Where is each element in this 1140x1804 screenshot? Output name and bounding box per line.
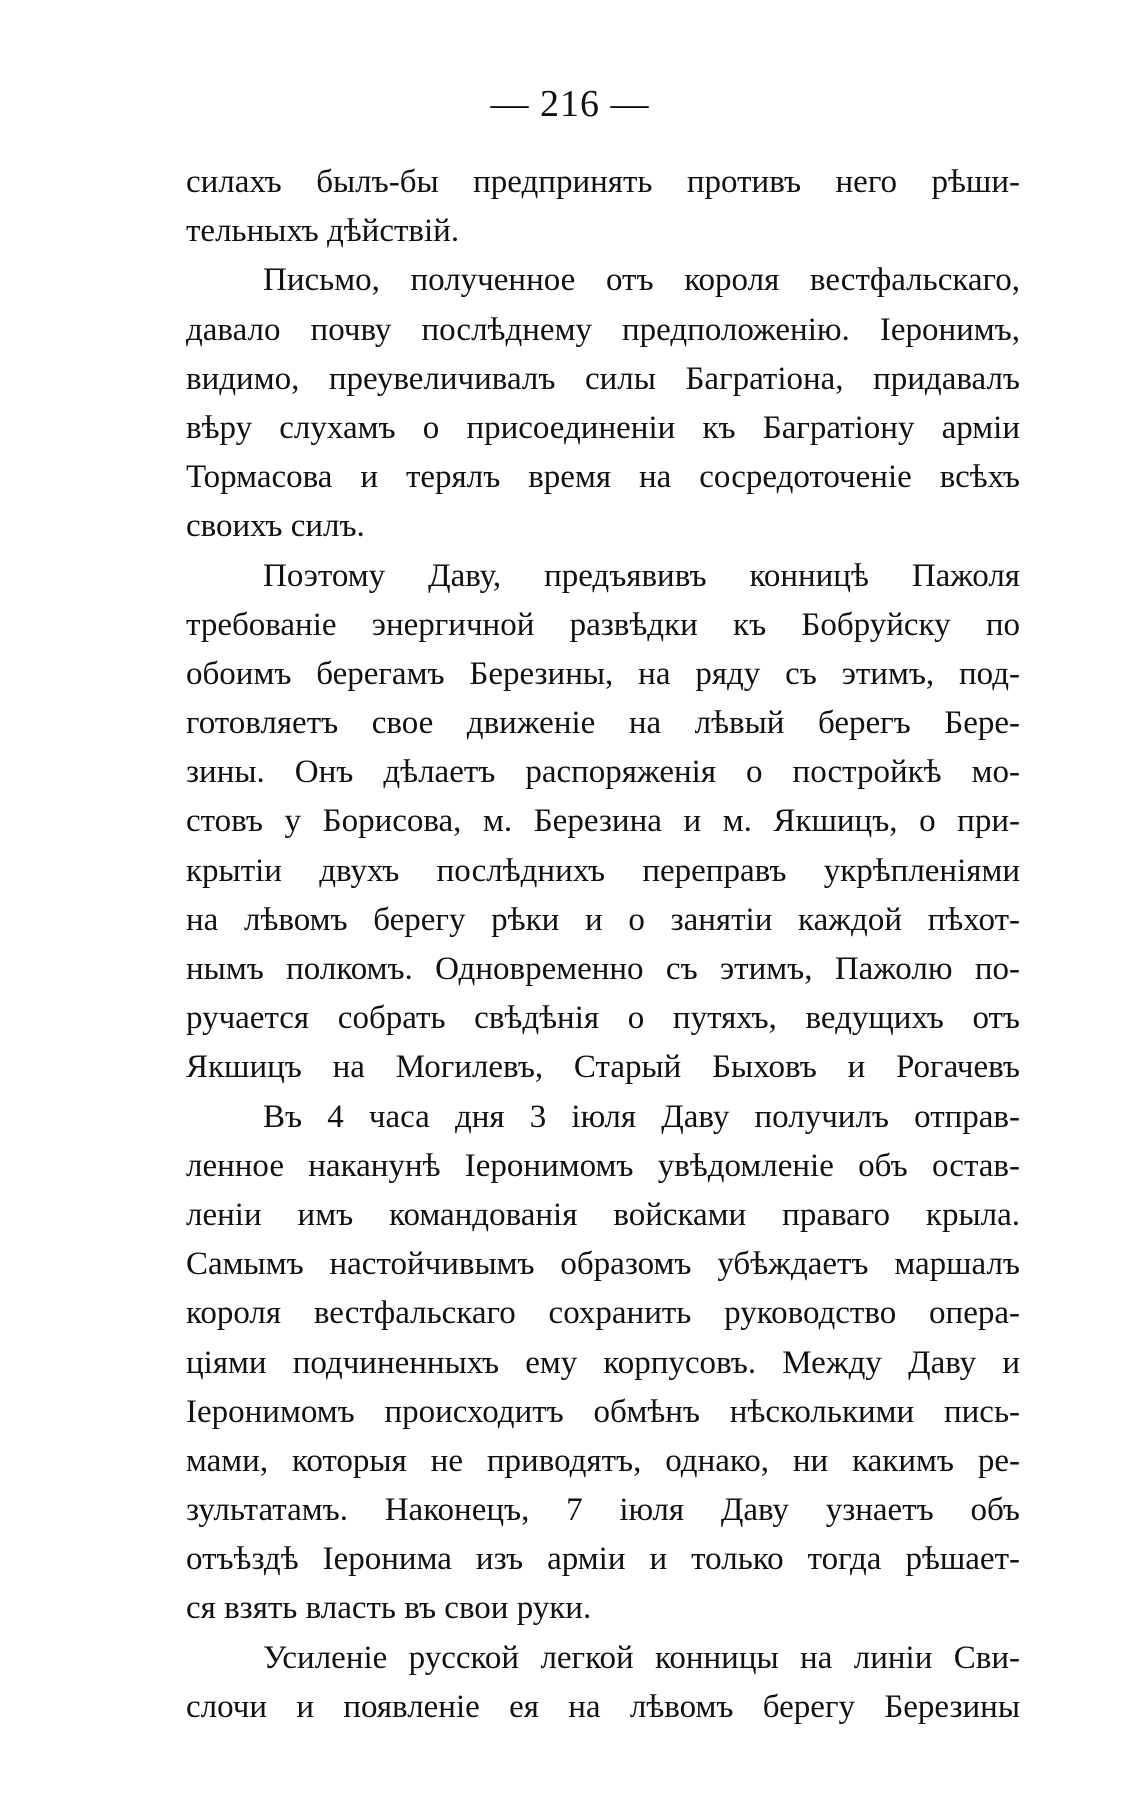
text-line: силахъ былъ-бы предпринять противъ него рѣши- xyxy=(186,164,1020,200)
text-line: короля вестфальскаго сохранить руководство опера- xyxy=(186,1295,1020,1332)
text-line: готовляетъ свое движеніе на лѣвый берегъ Бере- xyxy=(186,705,1020,742)
text-line: требованіе энергичной развѣдки къ Бобруйску по xyxy=(186,606,1020,643)
text-line: на лѣвомъ берегу рѣки и о занятіи каждой пѣхот- xyxy=(186,901,1020,938)
text-line: крытіи двухъ послѣднихъ переправъ укрѣпленіями xyxy=(186,852,1020,889)
text-line: ручается собрать свѣдѣнія о путяхъ, ведущихъ отъ xyxy=(186,1000,1020,1037)
text-line: тельныхъ дѣйствій. xyxy=(186,213,460,250)
text-line: Самымъ настойчивымъ образомъ убѣждаетъ маршалъ xyxy=(186,1246,1020,1283)
text-line: Поэтому Даву, предъявивъ конницѣ Пажоля xyxy=(263,557,1020,594)
text-line: леніи имъ командованія войсками праваго крыла. xyxy=(186,1196,1020,1233)
text-line: ся взять власть въ свои руки. xyxy=(186,1590,592,1627)
text-line: Въ 4 часа дня 3 іюля Даву получилъ отправ- xyxy=(263,1098,1020,1135)
text-line: давало почву послѣднему предположенію. Іеронимъ, xyxy=(186,311,1020,348)
text-line: зультатамъ. Наконецъ, 7 іюля Даву узнаетъ объ xyxy=(186,1492,1020,1529)
text-line: нымъ полкомъ. Одновременно съ этимъ, Пажолю по- xyxy=(186,951,1020,987)
text-line: Письмо, полученное отъ короля вестфальскаго, xyxy=(263,262,1020,299)
text-line: ленное наканунѣ Іеронимомъ увѣдомленіе объ остав- xyxy=(186,1147,1020,1184)
text-line: Усиленіе русской легкой конницы на линіи Сви- xyxy=(263,1639,1020,1676)
page-number: — 216 — xyxy=(490,83,650,125)
text-line: Іеронимомъ происходитъ обмѣнъ нѣсколькими пись- xyxy=(186,1393,1020,1430)
text-line: Якшицъ на Могилевъ, Старый Быховъ и Рогачевъ xyxy=(186,1049,1020,1086)
text-line: мами, которыя не приводятъ, однако, ни какимъ ре- xyxy=(186,1442,1020,1479)
text-line: ціями подчиненныхъ ему корпусовъ. Между Даву и xyxy=(186,1344,1020,1381)
text-line: видимо, преувеличивалъ силы Багратіона, придавалъ xyxy=(186,360,1020,397)
text-line: стовъ у Борисова, м. Березина и м. Якшицъ, о при- xyxy=(186,803,1020,840)
text-line: вѣру слухамъ о присоединеніи къ Багратіону арміи xyxy=(186,409,1020,446)
text-line: зины. Онъ дѣлаетъ распоряженія о постройкѣ мо- xyxy=(186,754,1020,791)
text-line: обоимъ берегамъ Березины, на ряду съ этимъ, под- xyxy=(186,655,1020,692)
body-text xyxy=(186,158,1020,1732)
text-line: Тормасова и терялъ время на сосредоточеніе всѣхъ xyxy=(186,459,1020,496)
text-line: своихъ силъ. xyxy=(186,508,365,545)
text-line: отъѣздѣ Іеронима изъ арміи и только тогда рѣшает- xyxy=(186,1541,1020,1578)
text-line: слочи и появленіе ея на лѣвомъ берегу Березины xyxy=(186,1688,1020,1725)
